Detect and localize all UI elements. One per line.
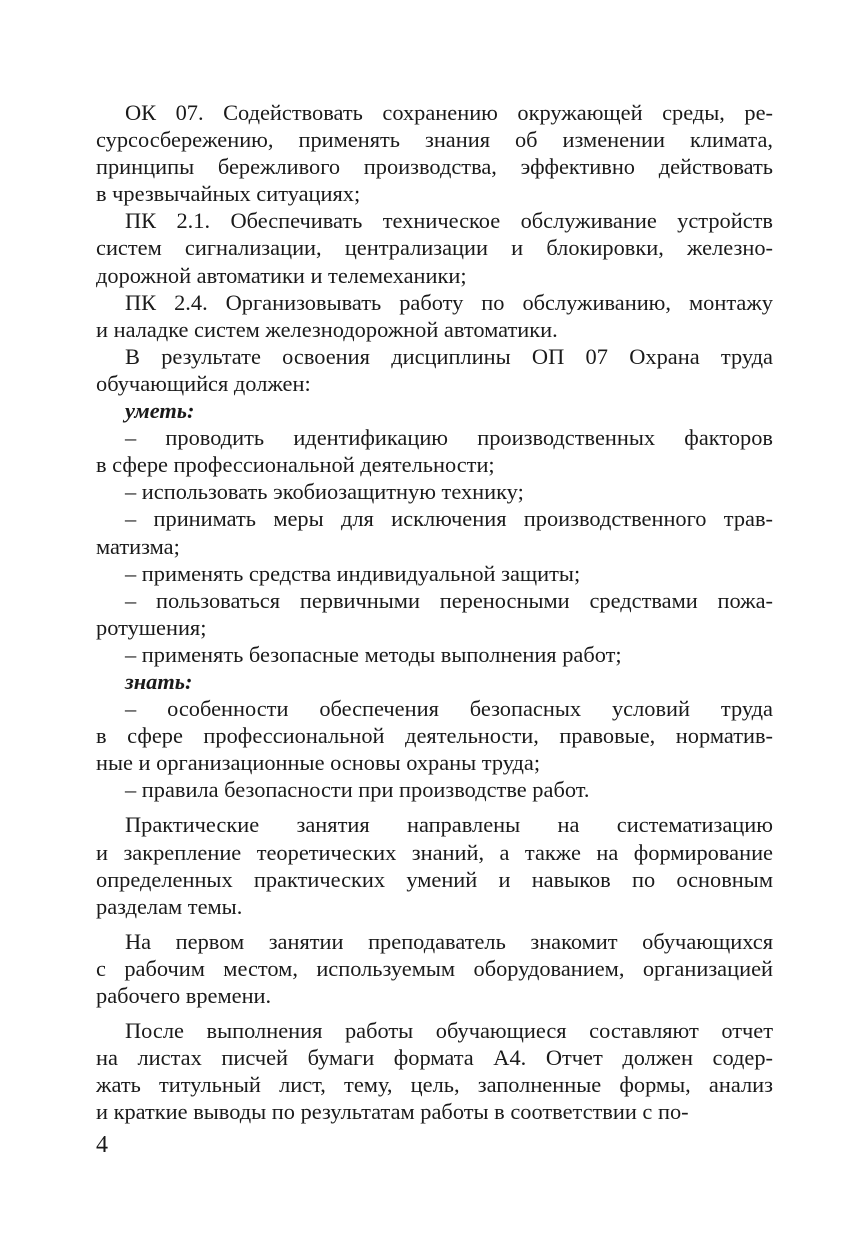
text-line: ОК 07. Содействовать сохранению окружающей среды, ре- bbox=[125, 100, 773, 125]
text-line: ПК 2.1. Обеспечивать техническое обслуживание устройств bbox=[125, 208, 773, 234]
text-line: в чрезвычайных ситуациях; bbox=[96, 181, 361, 207]
paragraph bbox=[96, 289, 773, 343]
text-line: – принимать меры для исключения производственного трав- bbox=[125, 506, 773, 532]
text-line: – особенности обеспечения безопасных условий труда bbox=[125, 696, 773, 722]
text-line: на листах писчей бумаги формата А4. Отчет должен содер- bbox=[96, 1045, 773, 1071]
text-line: и закрепление теоретических знаний, а также на формирование bbox=[96, 839, 773, 865]
text-line: с рабочим местом, используемым оборудованием, организацией bbox=[96, 955, 773, 981]
paragraph bbox=[96, 478, 773, 505]
text-line: ные и организационные основы охраны труда; bbox=[96, 750, 541, 776]
text-line: обучающийся должен: bbox=[96, 370, 311, 396]
paragraph bbox=[96, 641, 773, 668]
paragraph bbox=[96, 343, 773, 397]
paragraph bbox=[96, 1017, 773, 1125]
text-line: – пользоваться первичными переносными средствами пожа- bbox=[125, 587, 773, 613]
paragraph bbox=[96, 207, 773, 288]
text-line: и наладке систем железнодорожной автоматики. bbox=[96, 316, 558, 342]
text-line: дорожной автоматики и телемеханики; bbox=[96, 262, 467, 288]
section-label-text: уметь: bbox=[125, 398, 195, 424]
text-line: определенных практических умений и навыков по основным bbox=[96, 866, 773, 892]
text-line: – использовать экобиозащитную технику; bbox=[125, 479, 524, 505]
text-line: В результате освоения дисциплины ОП 07 Охрана труда bbox=[125, 343, 773, 369]
text-line: ПК 2.4. Организовывать работу по обслуживанию, монтажу bbox=[125, 289, 773, 315]
text-line: принципы бережливого производства, эффективно действовать bbox=[96, 154, 773, 180]
paragraph bbox=[96, 811, 773, 919]
section-label bbox=[96, 397, 773, 424]
paragraph bbox=[96, 505, 773, 559]
paragraph bbox=[96, 560, 773, 587]
text-line: разделам темы. bbox=[96, 893, 243, 919]
paragraph bbox=[96, 587, 773, 641]
text-line: – проводить идентификацию производственных факторов bbox=[125, 425, 773, 451]
paragraph bbox=[96, 776, 773, 803]
paragraph bbox=[96, 695, 773, 776]
section-label bbox=[96, 668, 773, 695]
text-line: – правила безопасности при производстве работ. bbox=[125, 777, 590, 803]
paragraph bbox=[96, 928, 773, 1009]
text-line: После выполнения работы обучающиеся составляют отчет bbox=[125, 1018, 773, 1044]
paragraph bbox=[96, 99, 773, 207]
text-line: На первом занятии преподаватель знакомит обучающихся bbox=[125, 928, 773, 954]
text-line: в сфере профессиональной деятельности; bbox=[96, 452, 495, 478]
text-line: жать титульный лист, тему, цель, заполненные формы, анализ bbox=[96, 1072, 773, 1098]
text-line: систем сигнализации, централизации и блокировки, железно- bbox=[96, 235, 773, 261]
section-label-text: знать: bbox=[125, 668, 193, 694]
body-text bbox=[96, 99, 773, 1125]
page-number: 4 bbox=[96, 1132, 108, 1158]
text-line: Практические занятия направлены на систематизацию bbox=[125, 812, 773, 838]
text-line: – применять безопасные методы выполнения работ; bbox=[125, 641, 622, 667]
text-line: ротушения; bbox=[96, 614, 207, 640]
text-line: и краткие выводы по результатам работы в соответствии с по- bbox=[96, 1099, 689, 1125]
paragraph bbox=[96, 424, 773, 478]
text-line: рабочего времени. bbox=[96, 983, 272, 1008]
text-line: в сфере профессиональной деятельности, правовые, норматив- bbox=[96, 723, 773, 749]
text-line: матизма; bbox=[96, 533, 180, 559]
text-line: – применять средства индивидуальной защиты; bbox=[125, 560, 581, 586]
text-line: сурсосбережению, применять знания об изменении климата, bbox=[96, 127, 773, 153]
